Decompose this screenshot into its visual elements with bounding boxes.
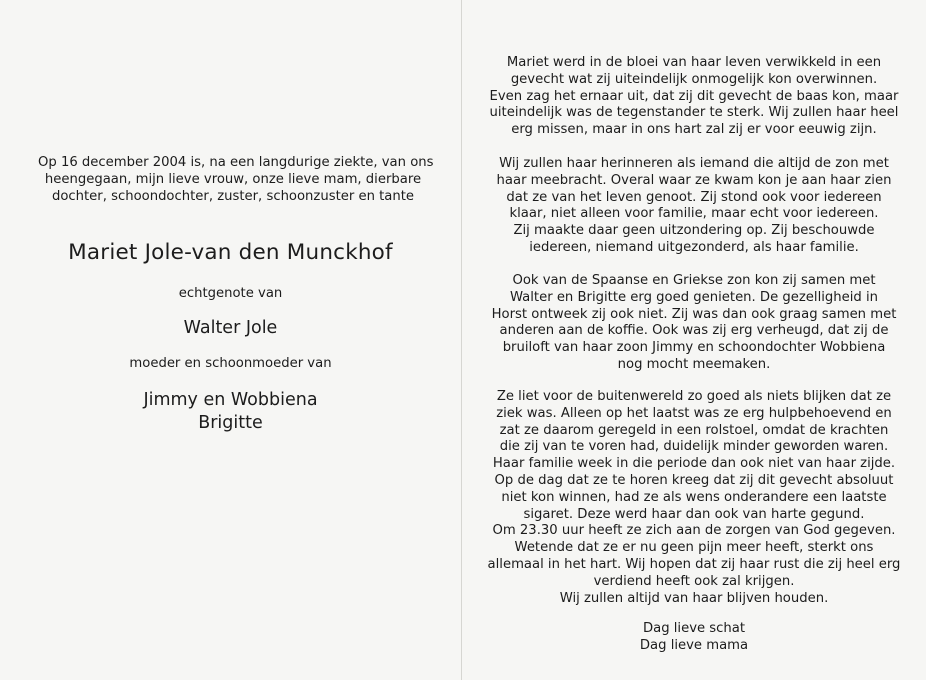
text-line: haar meebracht. Overal waar ze kwam kon je aan haar zien [496, 172, 892, 188]
paragraph-2 [462, 156, 926, 257]
text-line: Om 23.30 uur heeft ze zich aan de zorgen van God gegeven. [492, 523, 896, 539]
deceased-name: Mariet Jole-van den Munckhof [68, 240, 393, 265]
text-line: sigaret. Deze werd haar dan ook van harte gegund. [523, 506, 865, 522]
spouse-label: echtgenote van [178, 286, 283, 301]
text-line: erg missen, maar in ons hart zal zij er voor eeuwig zijn. [511, 122, 877, 138]
text-line: zat ze daarom geregeld in een rolstoel, omdat de krachten [499, 422, 889, 438]
children-names: Jimmy en Wobbiena [143, 390, 318, 410]
text-line: Ze liet voor de buitenwereld zo goed als niets blijken dat ze [496, 389, 892, 404]
text-line: bruiloft van haar zoon Jimmy en schoondochter Wobbiena [502, 340, 886, 356]
text-line: Horst ontweek zij ook niet. Zij was dan ook graag samen met [491, 306, 897, 322]
text-line: gevecht wat zij uiteindelijk onmogelijk kon overwinnen. [510, 71, 878, 87]
paragraph-3 [462, 273, 926, 374]
text-line: nog mocht meemaken. [617, 356, 771, 372]
announcement-line: Op 16 december 2004 is, na een langdurige ziekte, van ons [38, 155, 434, 170]
text-line: Haar familie week in die periode dan ook niet van haar zijde. [492, 456, 896, 472]
right-page [462, 0, 926, 680]
spouse-name: Walter Jole [183, 318, 278, 338]
mother-label: moeder en schoonmoeder van [129, 356, 332, 371]
child-name: Brigitte [198, 413, 263, 433]
text-line: Wetende dat ze er nu geen pijn meer heeft, sterkt ons [514, 540, 874, 556]
text-line: Op de dag dat ze te horen kreeg dat zij dit gevecht absoluut [494, 472, 894, 488]
announcement-line: heengegaan, mijn lieve vrouw, onze lieve mam, dierbare [44, 172, 422, 187]
text-line: niet kon winnen, had ze als wens onderandere een laatste [501, 489, 887, 505]
text-line: dat ze van het leven genoot. Zij stond ook voor iedereen [506, 189, 882, 205]
text-line: Even zag het ernaar uit, dat zij dit gevecht de baas kon, maar [489, 88, 899, 104]
text-line: uiteindelijk was de tegenstander te sterk. Wij zullen haar heel [489, 105, 899, 121]
announcement-text [38, 154, 434, 205]
paragraph-4 [462, 389, 926, 607]
text-line: Zij maakte daar geen uitzondering op. Zij beschouwde [513, 223, 875, 239]
text-line: klaar, niet alleen voor familie, maar echt voor iedereen. [509, 206, 879, 222]
text-line: iedereen, niemand uitgezonderd, als haar familie. [529, 239, 859, 255]
left-page [0, 0, 461, 680]
text-line: Wij zullen altijd van haar blijven houden. [559, 590, 829, 606]
closing-line: Dag lieve schat [642, 621, 746, 636]
announcement-line: dochter, schoondochter, zuster, schoonzuster en tante [51, 189, 415, 204]
text-line: ziek was. Alleen op het laatst was ze erg hulpbehoevend en [496, 405, 892, 421]
text-line: anderen aan de koffie. Ook was zij erg verheugd, dat zij de [499, 323, 889, 339]
text-line: Wij zullen haar herinneren als iemand die altijd de zon met [499, 156, 889, 171]
paragraph-1 [462, 55, 926, 139]
closing-line: Dag lieve mama [639, 637, 749, 653]
closing-lines [462, 621, 926, 655]
text-line: Walter en Brigitte erg goed genieten. De gezelligheid in [509, 289, 878, 305]
text-line: die zij van te voren had, duidelijk minder geworden waren. [499, 439, 889, 455]
text-line: verdiend heeft ook zal krijgen. [593, 573, 795, 589]
text-line: Ook van de Spaanse en Griekse zon kon zij samen met [512, 273, 876, 288]
text-line: Mariet werd in de bloei van haar leven verwikkeld in een [506, 55, 882, 70]
text-line: allemaal in het hart. Wij hopen dat zij haar rust die zij heel erg [487, 556, 901, 572]
